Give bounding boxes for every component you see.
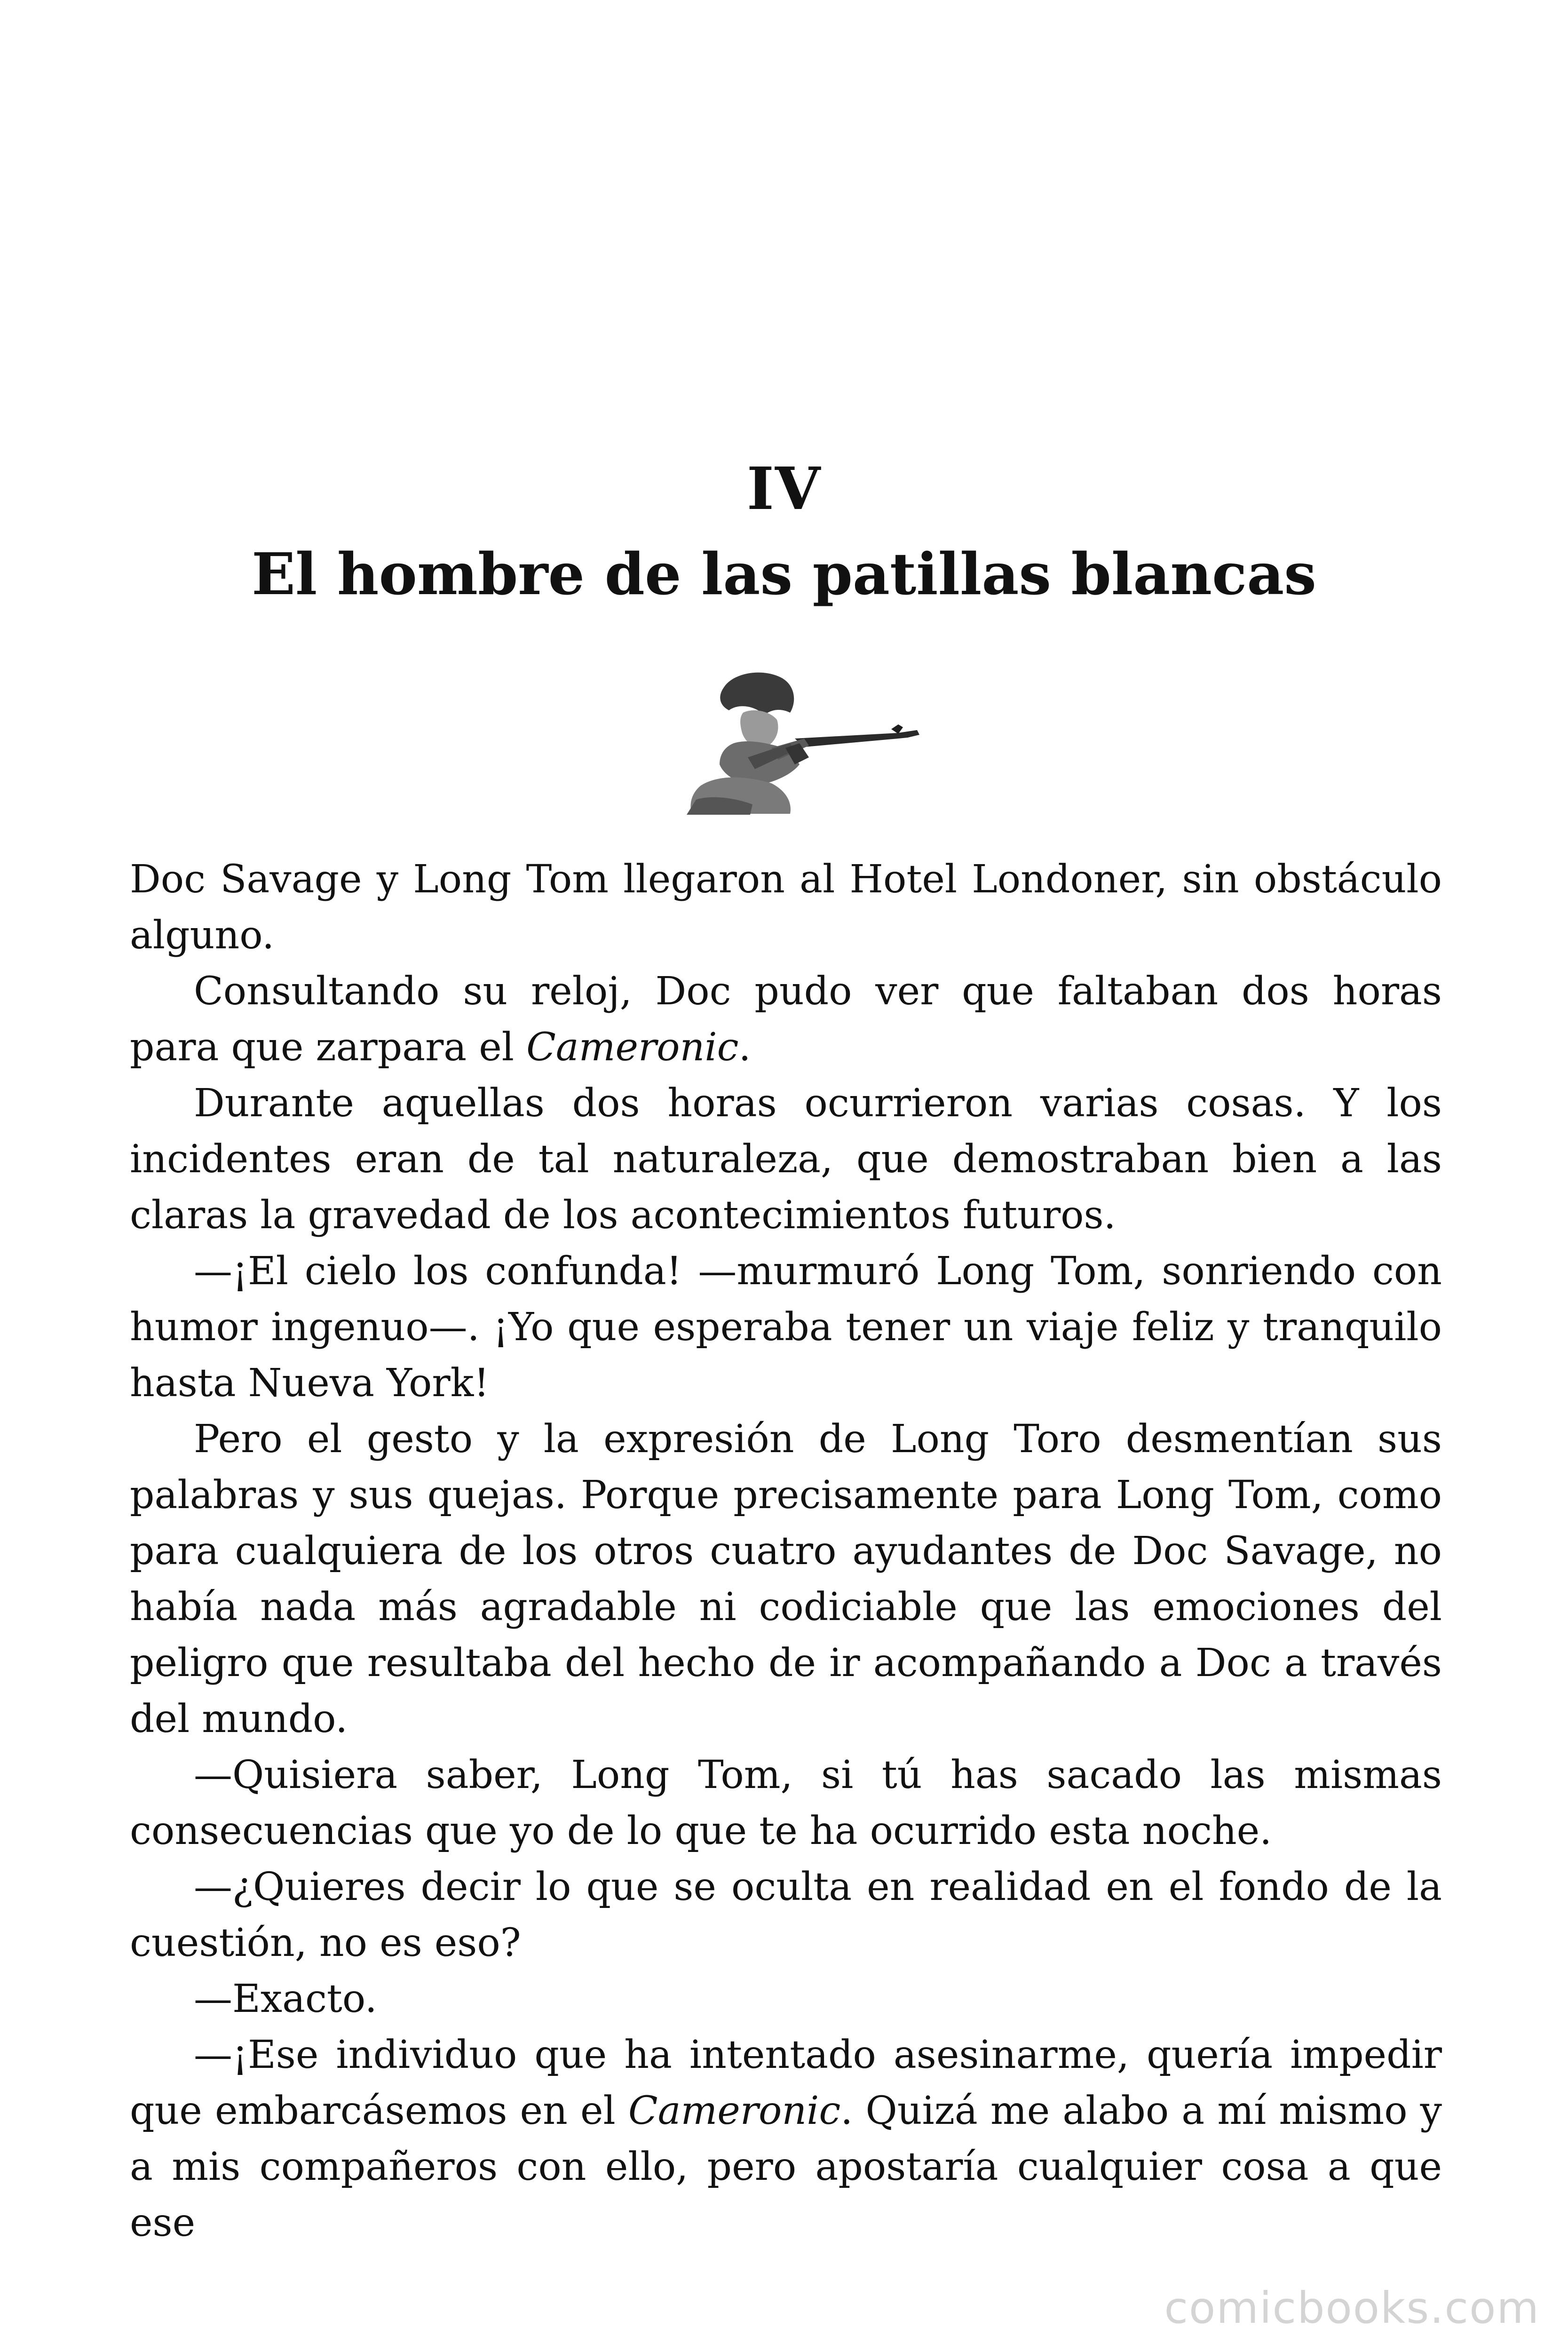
chapter-title: El hombre de las patillas blancas bbox=[252, 540, 1316, 608]
chapter-body bbox=[130, 851, 1442, 2251]
paragraph: Durante aquellas dos horas ocurrieron varias cosas. Y los incidentes eran de tal naturaleza, que demostraban bien a las claras la gravedad de los acontecimientos futuros. bbox=[130, 1081, 1442, 1238]
paragraph: —Exacto. bbox=[194, 1977, 377, 2021]
paragraph: Doc Savage y Long Tom llegaron al Hotel Londoner, sin obstáculo alguno. bbox=[130, 857, 1442, 958]
paragraph: —Quisiera saber, Long Tom, si tú has sacado las mismas consecuencias que yo de lo que te ha ocurrido esta noche. bbox=[130, 1753, 1442, 1853]
ship-name: Cameronic bbox=[628, 2089, 841, 2133]
rifleman-illustration-icon bbox=[654, 668, 927, 818]
paragraph: —¿Quieres decir lo que se oculta en realidad en el fondo de la cuestión, no es eso? bbox=[130, 1865, 1442, 1965]
paragraph: —¡Ese individuo que ha intentado asesinarme, quería impedir que embarcásemos en el Cameronic. Quizá me alabo a mí mismo y a mis compañeros con ello, pero apostaría cualquier cosa a que ese bbox=[130, 2033, 1442, 2245]
watermark: comicbooks.com bbox=[1164, 2283, 1540, 2333]
ship-name: Cameronic bbox=[526, 1025, 739, 1070]
paragraph: Consultando su reloj, Doc pudo ver que faltaban dos horas para que zarpara el Cameronic. bbox=[130, 969, 1442, 1070]
chapter-number: IV bbox=[746, 455, 822, 523]
paragraph: Pero el gesto y la expresión de Long Toro desmentían sus palabras y sus quejas. Porque precisamente para Long Tom, como para cualquiera de los otros cuatro ayudantes de Doc Savage, no había nada más agradable ni codiciable que las emociones del peligro que resultaba del hecho de ir acompañando a Doc a través del mundo. bbox=[130, 1417, 1442, 1741]
paragraph: —¡El cielo los confunda! —murmuró Long Tom, sonriendo con humor ingenuo—. ¡Yo que esperaba tener un viaje feliz y tranquilo hasta Nueva York! bbox=[130, 1249, 1442, 1406]
